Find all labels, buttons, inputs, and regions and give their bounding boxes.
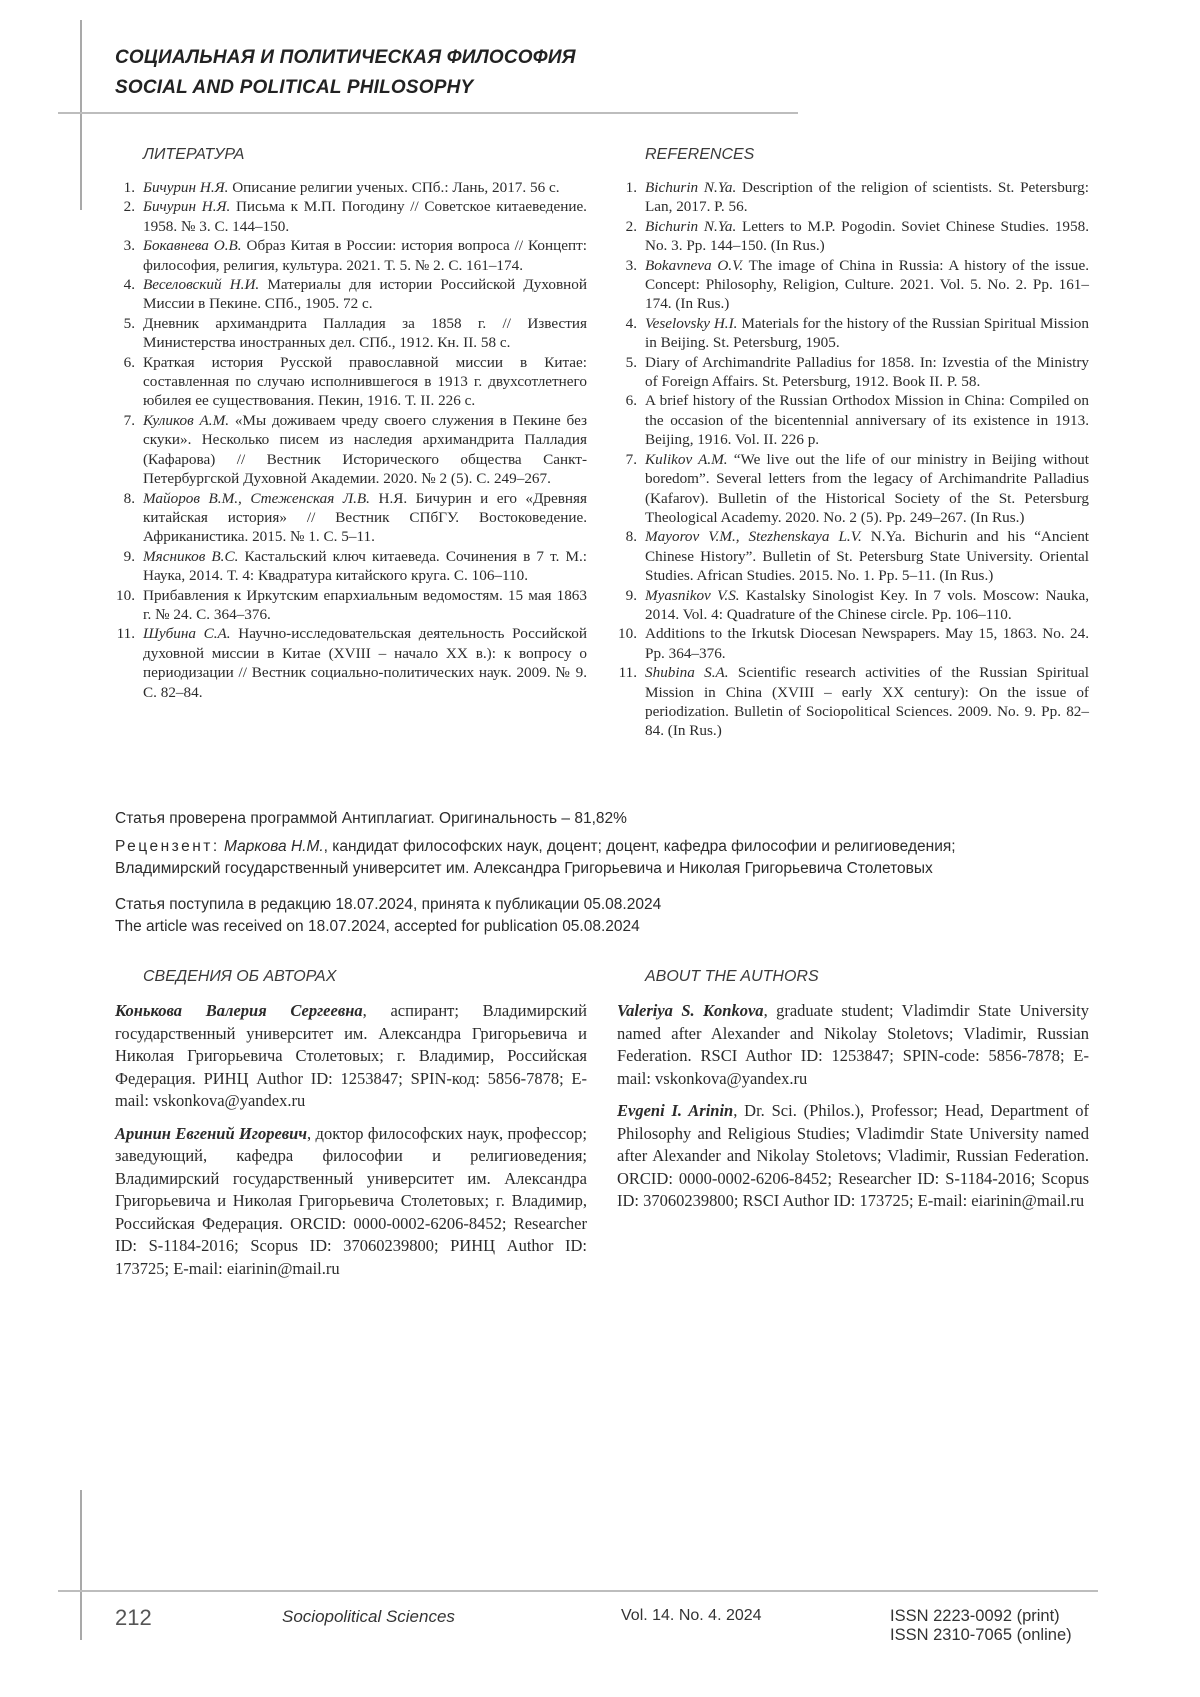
reference-number: 2. (625, 217, 637, 235)
issn-online: ISSN 2310-7065 (online) (890, 1626, 1072, 1644)
reference-number: 4. (625, 314, 637, 332)
reference-number: 7. (123, 411, 135, 429)
author-name: Evgeni I. Arinin (617, 1101, 734, 1120)
journal-name: Sociopolitical Sciences (282, 1607, 455, 1626)
reviewer-name: Маркова Н.М. (224, 838, 324, 855)
reference-body: Материалы для истории Российской Духовной Миссии в Пекине. СПб., 1905. 72 с. (143, 276, 587, 313)
author-name: Конькова Валерия Сергеевна (115, 1001, 363, 1020)
author-details: , graduate student; Vladimdir State University named after Alexander and Nikolay Stoletovs; Vladimir, Russian Federation. RSCI Author ID: 1253847; SPIN-code: 5856-7878; E-mail: vskonkova@yandex.ru (617, 1001, 1089, 1088)
reference-author: Kulikov A.M. (645, 450, 728, 468)
reference-body: Additions to the Irkutsk Diocesan Newspapers. May 15, 1863. No. 24. Pp. 364–376. (645, 625, 1089, 662)
reviewer-note (115, 836, 1095, 858)
reference-author: Веселовский Н.И. (143, 276, 260, 294)
author-entry (617, 1100, 1089, 1213)
author-entry (617, 1000, 1089, 1090)
article-notes (115, 808, 1095, 938)
reference-text (143, 586, 587, 625)
reference-number: 2. (123, 198, 135, 216)
author-name: Аринин Евгений Игоревич (115, 1123, 308, 1143)
reference-author: Бичурин Н.Я. (143, 198, 231, 216)
reference-text (143, 197, 587, 236)
reference-body: Кастальский ключ китаеведа. Сочинения в 7 т. М.: Наука, 2014. Т. 4: Квадратура китайского круга. С. 106–110. (143, 547, 587, 585)
reference-body: Образ Китая в России: история вопроса // Концепт: философия, религия, культура. 2021. Т. 5. № 2. С. 161–174. (143, 237, 587, 274)
reference-body: Diary of Archimandrite Palladius for 1858. In: Izvestia of the Ministry of Foreign Affairs. St. Petersburg, 1912. Book II. P. 58. (645, 353, 1089, 391)
issn-print: ISSN 2223-0092 (print) (890, 1607, 1060, 1625)
reference-item (115, 624, 587, 702)
received-note-ru: Статья поступила в редакцию 18.07.2024, принята к публикации 05.08.2024 (115, 896, 662, 913)
reference-body: Дневник архимандрита Палладия за 1858 г. // Известия Министерства иностранных дел. СПб., 1912. Кн. II. 58 с. (143, 314, 587, 352)
reference-item (115, 547, 587, 586)
received-note-en: The article was received on 18.07.2024, accepted for publication 05.08.2024 (115, 918, 640, 935)
reference-item (115, 236, 587, 275)
reference-text (143, 624, 587, 702)
reference-body: Scientific research activities of the Russian Spiritual Mission in China (XVIII – early XX century): On the issue of periodization. Bulletin of Sociopolitical Sciences. 2009. No. 9. Pp. 82–84. (In Rus.) (645, 664, 1089, 740)
author-entry (115, 1000, 587, 1113)
references-en-list (617, 178, 1089, 741)
reference-body: A brief history of the Russian Orthodox Mission in China: Compiled on the occasion of the bicentennial anniversary of its existence in 1913. Beijing, 1916. Vol. II. 226 p. (645, 392, 1089, 449)
footer-divider (58, 1590, 1098, 1592)
reference-text (645, 353, 1089, 392)
reference-author: Шубина С.А. (143, 625, 231, 643)
reference-body: Н.Я. Бичурин и его «Древняя китайская история» // Вестник СПбГУ. Востоковедение. Африканистика. 2015. № 1. С. 5–11. (143, 489, 587, 546)
reference-item (115, 586, 587, 625)
author-details: , аспирант; Владимирский государственный университет им. Александра Григорьевича и Николая Григорьевича Столетовых; г. Владимир, Российская Федерация. РИНЦ Author ID: 1253847; SPIN-код: 5856-7878; E-mail: vskonkova@yandex.ru (115, 1001, 587, 1110)
reference-text (143, 489, 587, 547)
reference-text (645, 217, 1089, 256)
reference-item (617, 353, 1089, 392)
reference-text (645, 624, 1089, 663)
reference-number: 8. (123, 489, 135, 507)
reference-author: Mayorov V.M., Stezhenskaya L.V. (645, 528, 862, 546)
reference-author: Куликов А.М. (143, 411, 230, 429)
reference-author: Бичурин Н.Я. (143, 179, 229, 196)
author-details: , Dr. Sci. (Philos.), Professor; Head, Department of Philosophy and Religious Studies; Vladimdir State University named after Alexander and Nikolay Stoletovs; Vladimir, Russian Federation. ORCID: 0000-0002-6206-8452; Researcher ID: S-1184-2016; Scopus ID: 37060239800; RSCI Author ID: 173725; E-mail: eiarinin@mail.ru (617, 1101, 1089, 1210)
reference-text (645, 586, 1089, 625)
reference-text (143, 314, 587, 353)
reference-item (617, 527, 1089, 585)
left-margin-rule-bottom (80, 1490, 82, 1640)
references-ru-heading: ЛИТЕРАТУРА (143, 146, 245, 163)
reference-text (645, 450, 1089, 528)
section-title-ru: СОЦИАЛЬНАЯ И ПОЛИТИЧЕСКАЯ ФИЛОСОФИЯ (115, 47, 576, 68)
reference-text (143, 275, 587, 314)
reference-item (115, 178, 587, 197)
reference-item (617, 314, 1089, 353)
reference-item (617, 624, 1089, 663)
reference-item (617, 217, 1089, 256)
reference-number: 11. (116, 625, 135, 643)
reference-item (617, 178, 1089, 217)
reference-author: Мясников В.С. (143, 547, 239, 565)
reference-text (645, 527, 1089, 585)
left-margin-rule-top (80, 20, 82, 210)
page-number: 212 (115, 1605, 152, 1630)
reviewer-affiliation: Владимирский государственный университет им. Александра Григорьевича и Николая Григорьевича Столетовых (115, 860, 933, 877)
reference-text (645, 391, 1089, 449)
reference-number: 10. (618, 625, 637, 643)
reference-author: Bokavneva O.V. (645, 256, 744, 274)
reference-item (617, 256, 1089, 314)
reference-number: 10. (116, 586, 135, 604)
reference-item (617, 586, 1089, 625)
reference-number: 1. (123, 179, 135, 196)
authors-ru-list (115, 1000, 587, 1280)
authors-ru-heading: СВЕДЕНИЯ ОБ АВТОРАХ (143, 968, 337, 985)
author-details: , доктор философских наук, профессор; заведующий, кафедра философии и религиоведения; Владимирский государственный университет им. Александра Григорьевича и Николая Григорьевича Столетовых; г. Владимир, Российская Федерация. ORCID: 0000-0002-6206-8452; Researcher ID: S-1184-2016; Scopus ID: 37060239800; РИНЦ Author ID: 173725; E-mail: eiarinin@mail.ru (115, 1123, 587, 1278)
authors-en-heading: ABOUT THE AUTHORS (645, 968, 819, 985)
reference-item (617, 450, 1089, 528)
reviewer-label: Рецензент: (115, 838, 220, 855)
reviewer-details: , кандидат философских наук, доцент; доцент, кафедра философии и религиоведения; (323, 838, 956, 855)
reference-text (143, 353, 587, 411)
reference-text (645, 663, 1089, 741)
antiplagiat-note: Статья проверена программой Антиплагиат. Оригинальность – 81,82% (115, 810, 627, 827)
authors-en (617, 968, 1089, 1223)
reference-body: Description of the religion of scientists. St. Petersburg: Lan, 2017. P. 56. (645, 179, 1089, 216)
reference-item (115, 353, 587, 411)
author-entry (115, 1123, 587, 1281)
reference-author: Bichurin N.Ya. (645, 217, 737, 235)
reference-author: Shubina S.A. (645, 664, 729, 682)
reference-body: N.Ya. Bichurin and his “Ancient Chinese History”. Bulletin of St. Petersburg State University. Oriental Studies. African Studies. 2015. No. 1. Pp. 5–11. (In Rus.) (645, 528, 1090, 585)
reference-body: Kastalsky Sinologist Key. In 7 vols. Moscow: Nauka, 2014. Vol. 4: Quadrature of the Chinese circle. Pp. 106–110. (645, 586, 1089, 623)
issn-block (890, 1607, 1072, 1645)
reference-item (115, 275, 587, 314)
references-ru (115, 146, 587, 702)
journal-volume: Vol. 14. No. 4. 2024 (621, 1607, 762, 1624)
reference-author: Myasnikov V.S. (645, 586, 740, 604)
references-en-heading: REFERENCES (645, 146, 755, 163)
reference-number: 5. (123, 314, 135, 332)
reference-text (143, 178, 587, 197)
references-ru-list (115, 178, 587, 702)
reference-number: 1. (625, 179, 637, 196)
reference-author: Veselovsky H.I. (645, 314, 738, 332)
reference-item (115, 411, 587, 489)
reference-body: «Мы доживаем чреду своего служения в Пекине без скуки». Несколько писем из наследия архимандрита Палладия (Кафарова) // Вестник Исторического общества Санкт-Петербургской Духовной Академии. 2020. № 2 (5). С. 249–267. (143, 411, 587, 488)
reference-author: Майоров В.М., Стеженская Л.В. (143, 489, 370, 507)
reference-item (617, 663, 1089, 741)
reference-number: 11. (618, 664, 637, 682)
author-name: Valeriya S. Konkova (617, 1001, 764, 1020)
reference-body: Materials for the history of the Russian Spiritual Mission in Beijing. St. Petersburg, 1905. (645, 314, 1089, 352)
reference-body: “We live out the life of our ministry in Beijing without boredom”. Several letters from the legacy of Archimandrite Palladius (Kafarov). Bulletin of the Historical Society of the St. Petersburg Theological Academy. 2020. No. 2 (5). Pp. 249–267. (In Rus.) (645, 450, 1089, 526)
reference-text (143, 236, 587, 275)
reference-body: The image of China in Russia: A history of the issue. Concept: Philosophy, Religion, Culture. 2021. Vol. 5. No. 2. Pp. 161–174. (In Rus.) (645, 256, 1089, 313)
reference-number: 6. (123, 353, 135, 371)
reference-number: 7. (625, 450, 637, 468)
reference-text (645, 314, 1089, 353)
reference-text (143, 547, 587, 586)
reference-body: Письма к М.П. Погодину // Советское китаеведение. 1958. № 3. С. 144–150. (143, 198, 587, 235)
reference-item (115, 314, 587, 353)
reference-item (617, 391, 1089, 449)
reference-body: Научно-исследовательская деятельность Российской духовной миссии в Китае (XVIII – начало XX в.): к вопросу о периодизации // Вестник социально-политических наук. 2009. № 9. С. 82–84. (143, 625, 587, 701)
reference-number: 4. (123, 276, 135, 294)
reference-number: 3. (123, 237, 135, 255)
reference-number: 9. (625, 586, 637, 604)
reference-text (143, 411, 587, 489)
reference-body: Краткая история Русской православной миссии в Китае: составленная по случаю исполнившегося в 1913 г. двухсотлетнего юбилея ее существования. Пекин, 1916. Т. II. 226 с. (143, 353, 587, 410)
references-en (617, 146, 1089, 741)
reference-item (115, 197, 587, 236)
reference-number: 8. (625, 528, 637, 546)
reference-author: Бокавнева О.В. (143, 237, 242, 255)
reference-number: 5. (625, 353, 637, 371)
reference-number: 6. (625, 392, 637, 410)
reference-number: 3. (625, 256, 637, 274)
header-divider (58, 112, 798, 114)
reference-text (645, 256, 1089, 314)
reference-number: 9. (123, 547, 135, 565)
authors-ru (115, 968, 587, 1290)
reference-text (645, 178, 1089, 217)
section-title-en: SOCIAL AND POLITICAL PHILOSOPHY (115, 77, 474, 98)
reference-item (115, 489, 587, 547)
reference-body: Прибавления к Иркутским епархиальным ведомостям. 15 мая 1863 г. № 24. С. 364–376. (143, 586, 587, 623)
authors-en-list (617, 1000, 1089, 1213)
reference-body: Letters to M.P. Pogodin. Soviet Chinese Studies. 1958. No. 3. Pp. 144–150. (In Rus.) (645, 217, 1089, 255)
reference-body: Описание религии ученых. СПб.: Лань, 2017. 56 с. (228, 179, 560, 196)
reference-author: Bichurin N.Ya. (645, 179, 737, 196)
